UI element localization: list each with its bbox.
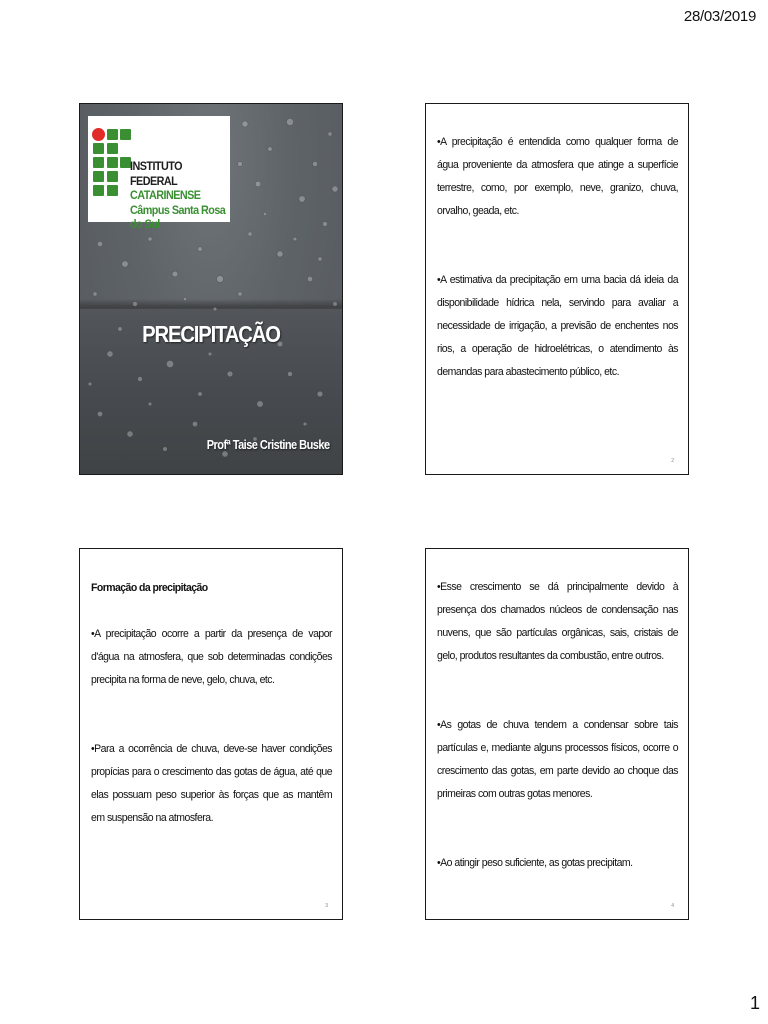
- slide-2-paragraph-1: •A precipitação é entendida como qualquer forma de água proveniente da atmosfera que atinge a superfície terrestre, como, por exemplo, neve, granizo, chuva, orvalho, geada, etc.: [437, 136, 679, 217]
- slide-3-body: [91, 577, 332, 830]
- slide-title-text: PRECIPITAÇÃO: [142, 321, 280, 347]
- slide-2: [425, 103, 689, 475]
- slide-author: Profª Taise Cristine Buske: [207, 438, 330, 452]
- logo-line-1: INSTITUTO FEDERAL: [130, 159, 182, 188]
- slide-2-paragraph-2: •A estimativa da precipitação em uma bacia dá ideia da disponibilidade hídrica nela, servindo para avaliar a necessidade de irrigação, a previsão de enchentes nos rios, a operação de hidroelétricas, o atendimento às demandas para abastecimento público, etc.: [437, 274, 679, 378]
- slide-4-body: [437, 576, 678, 875]
- slide-3-paragraph-2: •Para a ocorrência de chuva, deve-se haver condições propícias para o crescimento das gotas de água, até que elas possuam peso superior às forças que as mantêm em suspensão na atmosfera.: [91, 743, 333, 824]
- page-number: 1: [749, 993, 760, 1013]
- slide-2-body: [437, 131, 678, 384]
- slide-4-paragraph-3: •Ao atingir peso suficiente, as gotas precipitam.: [437, 857, 633, 869]
- slide-4-paragraph-1: •Esse crescimento se dá principalmente devido à presença dos chamados núcleos de condensação nas nuvens, que são partículas orgânicas, sais, cristais de gelo, produtos resultantes da combustão, entre outros.: [437, 581, 679, 662]
- logo-line-3: Câmpus Santa Rosa do Sul: [130, 202, 226, 231]
- slide-4-paragraph-2: •As gotas de chuva tendem a condensar sobre tais partículas e, mediante alguns processos físicos, ocorre o crescimento das gotas, em parte devido ao choque das primeiras com outras gotas menores.: [437, 719, 679, 800]
- slide-number: 3: [325, 903, 328, 909]
- logo-text: [130, 159, 229, 232]
- logo-line-2: CATARINENSE: [130, 188, 201, 202]
- slide-number: 2: [671, 458, 674, 464]
- slide-4: [425, 548, 689, 920]
- slide-title: [79, 103, 343, 475]
- slide-3: [79, 548, 343, 920]
- slide-number: 4: [671, 903, 674, 909]
- page-date: 28/03/2019: [683, 8, 756, 25]
- institute-logo: [88, 116, 230, 231]
- slide-3-paragraph-1: •A precipitação ocorre a partir da presença de vapor d'água na atmosfera, que sob determinadas condições precipita na forma de neve, gelo, chuva, etc.: [91, 628, 333, 686]
- slide-3-heading: Formação da precipitação: [91, 582, 208, 594]
